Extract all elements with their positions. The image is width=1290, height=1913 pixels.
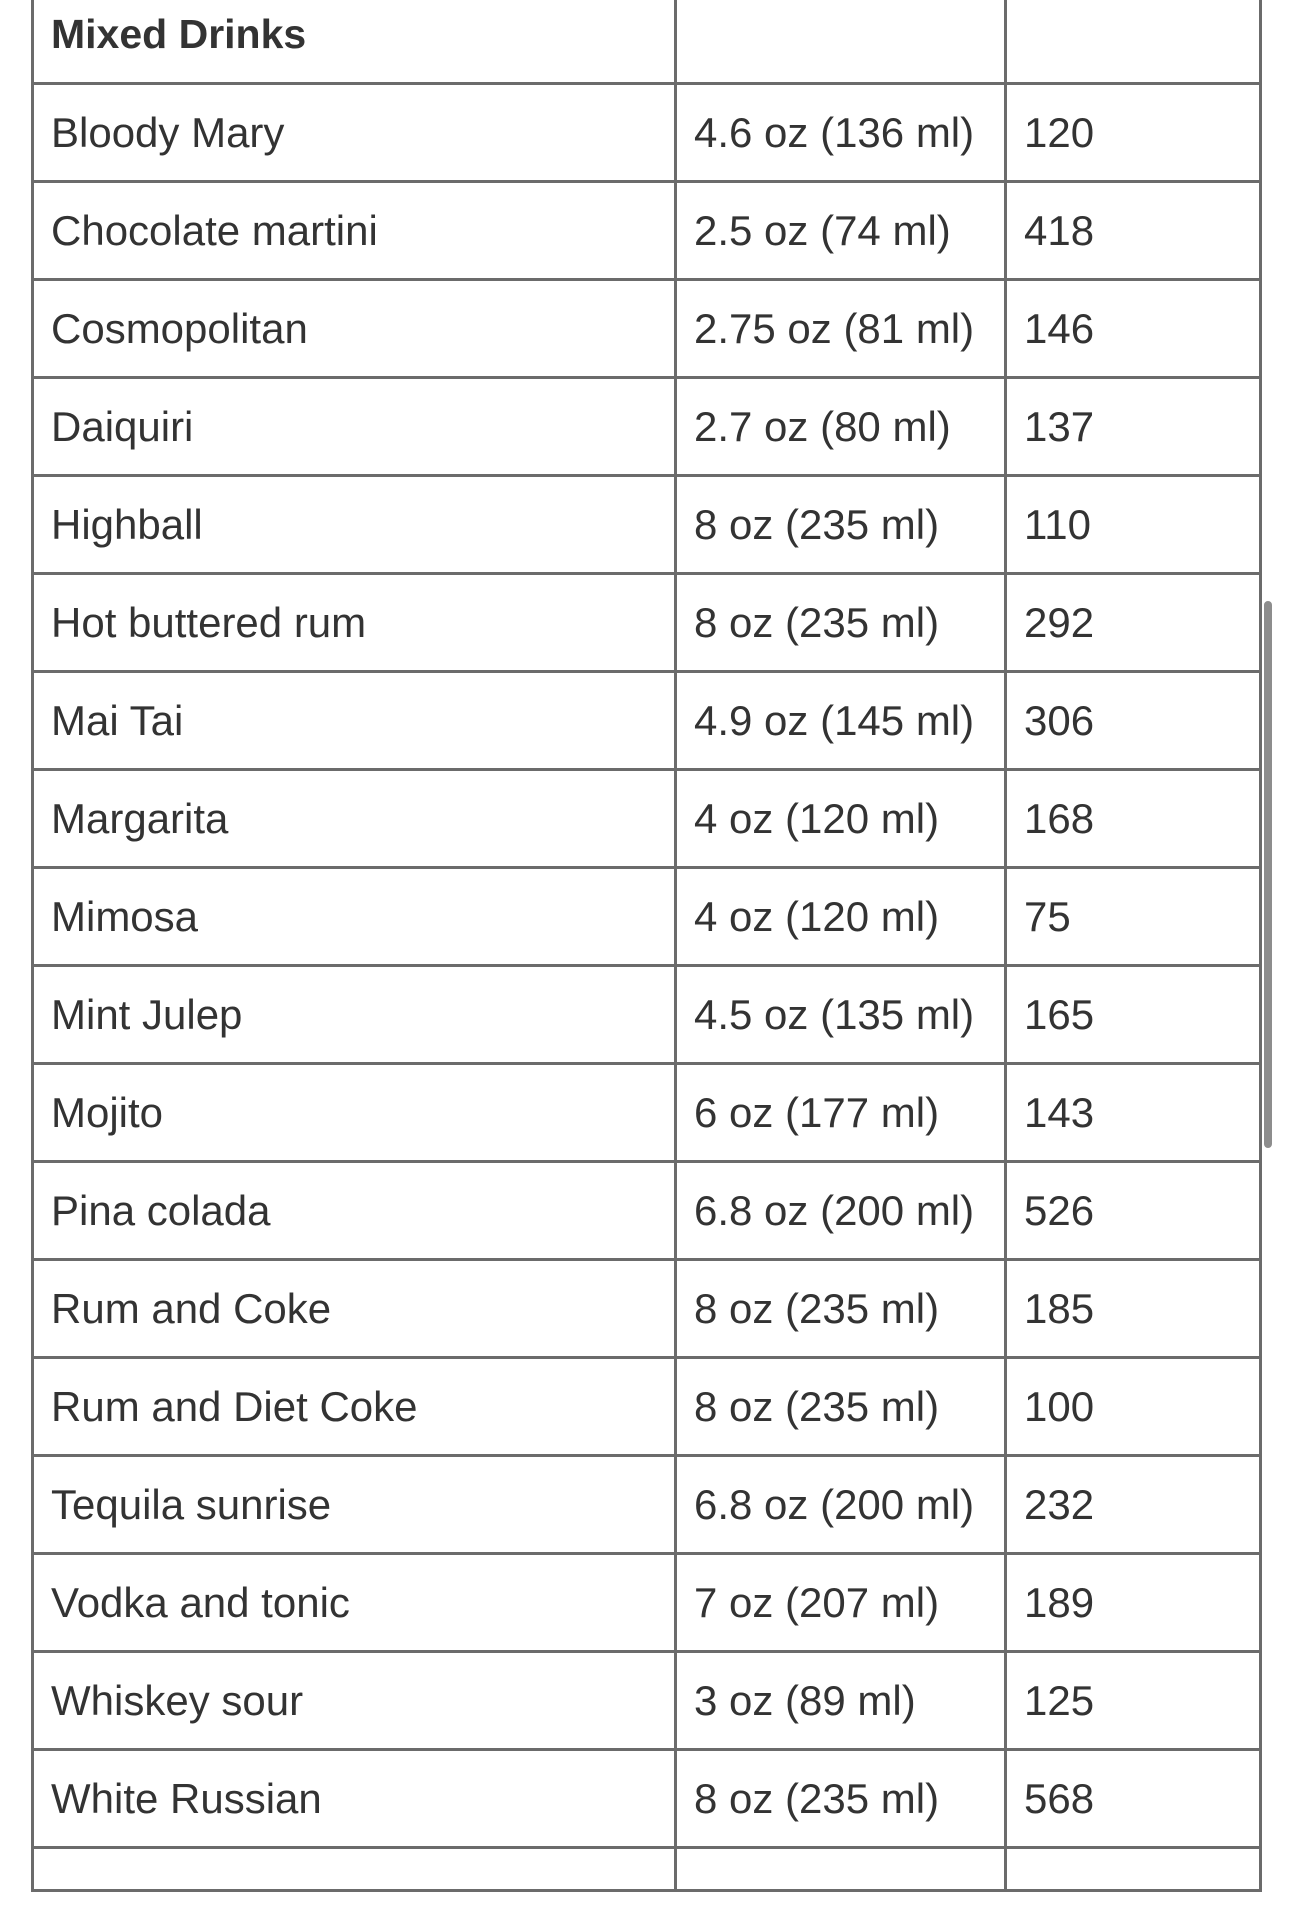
table-row xyxy=(33,1064,1261,1162)
drink-name-cell: Tequila sunrise xyxy=(33,1456,676,1554)
drink-name-cell: Whiskey sour xyxy=(33,1652,676,1750)
drink-name-cell: Highball xyxy=(33,476,676,574)
table-row xyxy=(33,672,1261,770)
drink-name-cell: Mojito xyxy=(33,1064,676,1162)
table-row xyxy=(33,1358,1261,1456)
table-row xyxy=(33,476,1261,574)
calories-cell: 418 xyxy=(1006,182,1261,280)
table-row xyxy=(33,1456,1261,1554)
drink-name-cell: Pina colada xyxy=(33,1162,676,1260)
drink-name-cell: Chocolate martini xyxy=(33,182,676,280)
serving-size-cell: 2.5 oz (74 ml) xyxy=(676,182,1006,280)
drink-name-cell: Mai Tai xyxy=(33,672,676,770)
serving-size-cell: 2.7 oz (80 ml) xyxy=(676,378,1006,476)
calories-cell: 292 xyxy=(1006,574,1261,672)
drink-name-cell: White Russian xyxy=(33,1750,676,1848)
table-row xyxy=(33,1652,1261,1750)
calories-cell: 232 xyxy=(1006,1456,1261,1554)
serving-size-cell: 4.6 oz (136 ml) xyxy=(676,84,1006,182)
drink-name-cell: Margarita xyxy=(33,770,676,868)
vertical-scrollbar[interactable] xyxy=(1264,601,1272,1148)
serving-size-cell: 4 oz (120 ml) xyxy=(676,770,1006,868)
calories-cell: 168 xyxy=(1006,770,1261,868)
serving-size-cell: 8 oz (235 ml) xyxy=(676,476,1006,574)
drink-name-cell: Vodka and tonic xyxy=(33,1554,676,1652)
table-row xyxy=(33,1750,1261,1848)
table-row-partial xyxy=(33,1848,1261,1891)
calories-cell: 185 xyxy=(1006,1260,1261,1358)
serving-size-cell: 8 oz (235 ml) xyxy=(676,1358,1006,1456)
table-cell-partial xyxy=(33,1848,676,1891)
drink-name-cell: Cosmopolitan xyxy=(33,280,676,378)
table-row xyxy=(33,378,1261,476)
drink-name-cell: Daiquiri xyxy=(33,378,676,476)
drink-name-cell: Rum and Coke xyxy=(33,1260,676,1358)
calories-cell: 137 xyxy=(1006,378,1261,476)
serving-size-cell: 6.8 oz (200 ml) xyxy=(676,1162,1006,1260)
calories-cell: 100 xyxy=(1006,1358,1261,1456)
section-title: Mixed Drinks xyxy=(33,0,676,84)
table-section-header-row xyxy=(33,0,1261,84)
drink-name-cell: Bloody Mary xyxy=(33,84,676,182)
serving-size-cell: 4.5 oz (135 ml) xyxy=(676,966,1006,1064)
section-header-calories-cell xyxy=(1006,0,1261,84)
calories-cell: 568 xyxy=(1006,1750,1261,1848)
serving-size-cell: 8 oz (235 ml) xyxy=(676,574,1006,672)
table-cell-partial xyxy=(1006,1848,1261,1891)
serving-size-cell: 8 oz (235 ml) xyxy=(676,1750,1006,1848)
table-row xyxy=(33,1162,1261,1260)
table-row xyxy=(33,770,1261,868)
serving-size-cell: 8 oz (235 ml) xyxy=(676,1260,1006,1358)
calories-cell: 189 xyxy=(1006,1554,1261,1652)
table-row xyxy=(33,966,1261,1064)
calories-cell: 143 xyxy=(1006,1064,1261,1162)
drink-name-cell: Mimosa xyxy=(33,868,676,966)
serving-size-cell: 2.75 oz (81 ml) xyxy=(676,280,1006,378)
calories-cell: 120 xyxy=(1006,84,1261,182)
calories-cell: 125 xyxy=(1006,1652,1261,1750)
table-body xyxy=(33,0,1261,1891)
serving-size-cell: 7 oz (207 ml) xyxy=(676,1554,1006,1652)
calories-cell: 146 xyxy=(1006,280,1261,378)
serving-size-cell: 3 oz (89 ml) xyxy=(676,1652,1006,1750)
calories-cell: 526 xyxy=(1006,1162,1261,1260)
table-row xyxy=(33,280,1261,378)
drink-name-cell: Mint Julep xyxy=(33,966,676,1064)
table-row xyxy=(33,574,1261,672)
serving-size-cell: 4 oz (120 ml) xyxy=(676,868,1006,966)
calories-cell: 110 xyxy=(1006,476,1261,574)
table-cell-partial xyxy=(676,1848,1006,1891)
drink-name-cell: Rum and Diet Coke xyxy=(33,1358,676,1456)
serving-size-cell: 6 oz (177 ml) xyxy=(676,1064,1006,1162)
serving-size-cell: 6.8 oz (200 ml) xyxy=(676,1456,1006,1554)
calories-cell: 165 xyxy=(1006,966,1261,1064)
calories-cell: 306 xyxy=(1006,672,1261,770)
table-row xyxy=(33,1554,1261,1652)
mixed-drinks-calorie-table xyxy=(31,0,1262,1892)
table-row xyxy=(33,84,1261,182)
serving-size-cell: 4.9 oz (145 ml) xyxy=(676,672,1006,770)
drink-name-cell: Hot buttered rum xyxy=(33,574,676,672)
table-row xyxy=(33,182,1261,280)
table-row xyxy=(33,1260,1261,1358)
calories-cell: 75 xyxy=(1006,868,1261,966)
table-row xyxy=(33,868,1261,966)
section-header-serving-cell xyxy=(676,0,1006,84)
